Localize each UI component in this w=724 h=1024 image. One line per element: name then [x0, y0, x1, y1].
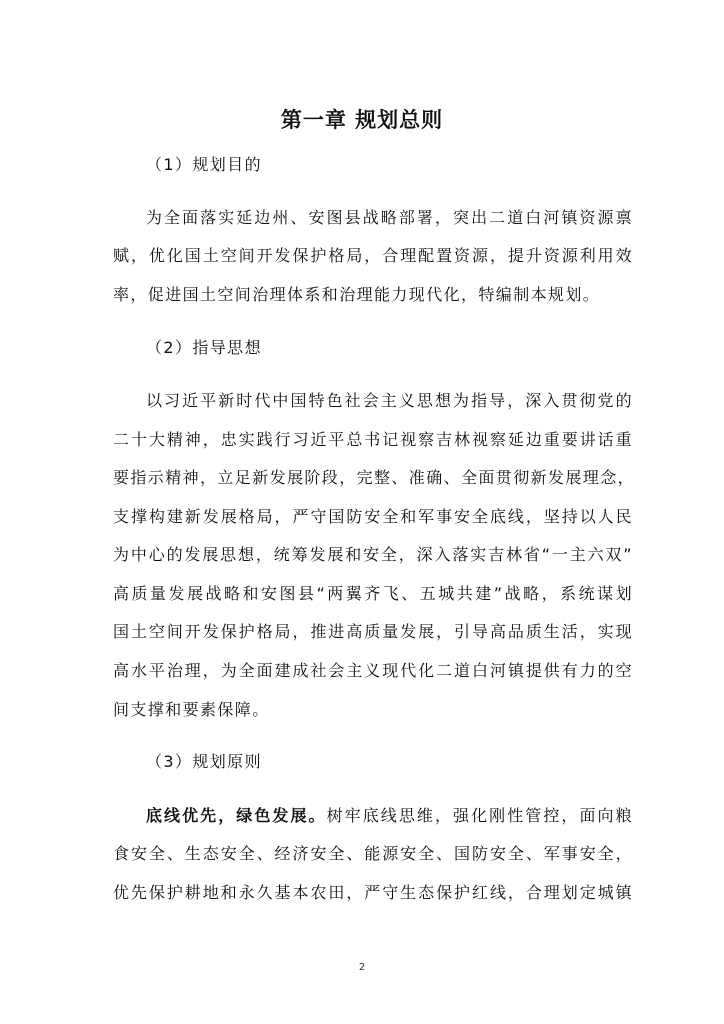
paragraph-line: 赋，优化国土空间开发保护格局，合理配置资源，提升资源利用效	[113, 246, 633, 265]
paragraph-line	[146, 806, 633, 826]
page-number: 2	[358, 962, 366, 973]
paragraph-line: 二十大精神，忠实践行习近平总书记视察吉林视察延边重要讲话重	[113, 430, 633, 449]
section-heading-guiding-ideology: （2）指导思想	[146, 338, 262, 357]
paragraph-line: 国土空间开发保护格局，推进高质量发展，引导高品质生活，实现	[113, 622, 633, 641]
paragraph-line: 高质量发展战略和安图县“两翼齐飞、五城共建”战略，系统谋划	[113, 584, 633, 603]
paragraph-line: 优先保护耕地和永久基本农田，严守生态保护红线，合理划定城镇	[113, 883, 633, 902]
paragraph-line: 率，促进国土空间治理体系和治理能力现代化，特编制本规划。	[113, 285, 601, 304]
paragraph-line: 食安全、生态安全、经济安全、能源安全、国防安全、军事安全，	[113, 844, 633, 863]
paragraph-line: 以习近平新时代中国特色社会主义思想为指导，深入贯彻党的	[146, 391, 633, 410]
section-heading-purpose: （1）规划目的	[146, 155, 262, 174]
paragraph-line: 高水平治理，为全面建成社会主义现代化二道白河镇提供有力的空	[113, 661, 633, 680]
paragraph-line: 为中心的发展思想，统筹发展和安全，深入落实吉林省“一主六双”	[113, 545, 633, 564]
chapter-title: 第一章 规划总则	[280, 108, 444, 132]
paragraph-line: 支撑构建新发展格局，严守国防安全和军事安全底线，坚持以人民	[113, 507, 633, 526]
principle-text: 树牢底线思维，强化刚性管控，面向粮	[326, 806, 633, 825]
paragraph-line: 为全面落实延边州、安图县战略部署，突出二道白河镇资源禀	[146, 208, 633, 227]
principle-lead: 底线优先，绿色发展。	[146, 806, 327, 825]
section-heading-principles: （3）规划原则	[146, 752, 262, 771]
paragraph-line: 间支撑和要素保障。	[113, 700, 270, 719]
paragraph-line: 要指示精神，立足新发展阶段，完整、准确、全面贯彻新发展理念，	[113, 468, 636, 487]
